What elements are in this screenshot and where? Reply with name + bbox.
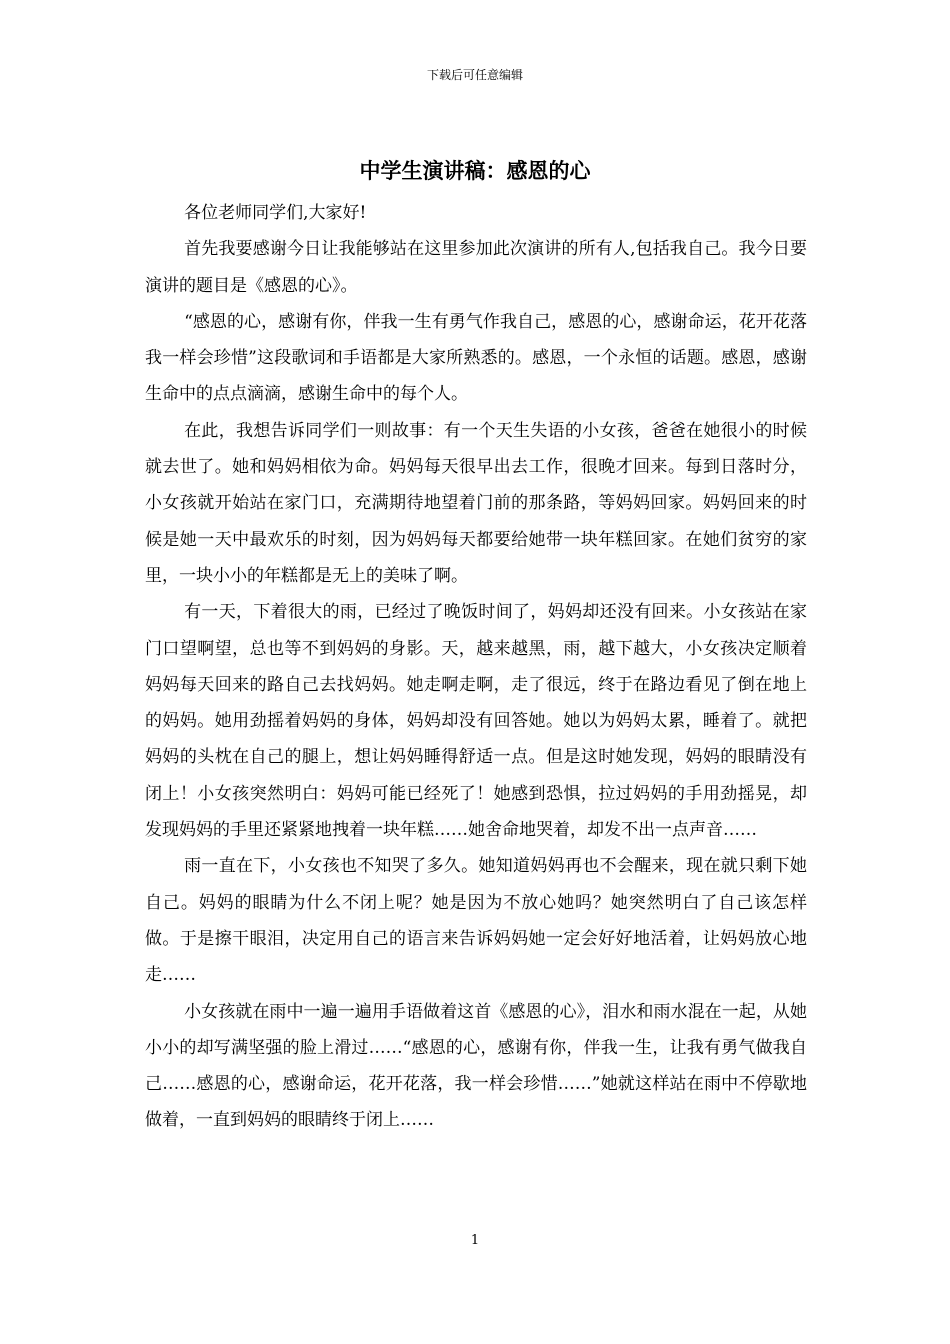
page-number: 1 (470, 1233, 480, 1248)
paragraph-story-begin: 在此，我想告诉同学们一则故事：有一个天生失语的小女孩，爸爸在她很小的时候就去世了。她和妈妈相依为命。妈妈每天很早出去工作，很晚才回来。每到日落时分，小女孩就开始站在家门口，充满期待地望着门前的那条路，等妈妈回家。妈妈回来的时候是她一天中最欢乐的时刻，因为妈妈每天都要给她带一块年糕回家。在她们贫穷的家里，一块小小的年糕都是无上的美味了啊。 (145, 420, 807, 586)
paragraph-sign-language: 小女孩就在雨中一遍一遍用手语做着这首《感恩的心》，泪水和雨水混在一起，从她小小的却写满坚强的脸上滑过……“感恩的心，感谢有你，伴我一生，让我有勇气做我自己……感恩的心，感谢命运，花开花落，我一样会珍惜……”她就这样站在雨中不停歇地做着，一直到妈妈的眼睛终于闭上…… (145, 1001, 807, 1131)
paragraph-intro: 首先我要感谢今日让我能够站在这里参加此次演讲的所有人,包括我自己。我今日要演讲的题目是《感恩的心》。 (145, 239, 807, 296)
paragraph-lyrics: “感恩的心，感谢有你，伴我一生有勇气作我自己，感恩的心，感谢命运，花开花落我一样会珍惜”这段歌词和手语都是大家所熟悉的。感恩，一个永恒的话题。感恩，感谢生命中的点点滴滴，感谢生命中的每个人。 (145, 311, 807, 405)
paragraph-rainy-day: 有一天，下着很大的雨，已经过了晚饭时间了，妈妈却还没有回来。小女孩站在家门口望啊望，总也等不到妈妈的身影。天，越来越黑，雨，越下越大，小女孩决定顺着妈妈每天回来的路自己去找妈妈。她走啊走啊，走了很远，终于在路边看见了倒在地上的妈妈。她用劲摇着妈妈的身体，妈妈却没有回答她。她以为妈妈太累，睡着了。就把妈妈的头枕在自己的腿上，想让妈妈睡得舒适一点。但是这时她发现，妈妈的眼睛没有闭上！小女孩突然明白：妈妈可能已经死了！她感到恐惧，拉过妈妈的手用劲摇晃，却发现妈妈的手里还紧紧地拽着一块年糕……她舍命地哭着，却发不出一点声音…… (145, 602, 807, 841)
document-body (145, 195, 807, 1139)
paragraph-decision: 雨一直在下，小女孩也不知哭了多久。她知道妈妈再也不会醒来，现在就只剩下她自己。妈妈的眼睛为什么不闭上呢？她是因为不放心她吗？她突然明白了自己该怎样做。于是擦干眼泪，决定用自己的语言来告诉妈妈她一定会好好地活着，让妈妈放心地走…… (145, 856, 807, 986)
page-header-note: 下载后可任意编辑 (426, 68, 523, 82)
document-title: 中学生演讲稿：感恩的心 (359, 158, 591, 183)
paragraph-greeting: 各位老师同学们,大家好! (184, 203, 367, 223)
